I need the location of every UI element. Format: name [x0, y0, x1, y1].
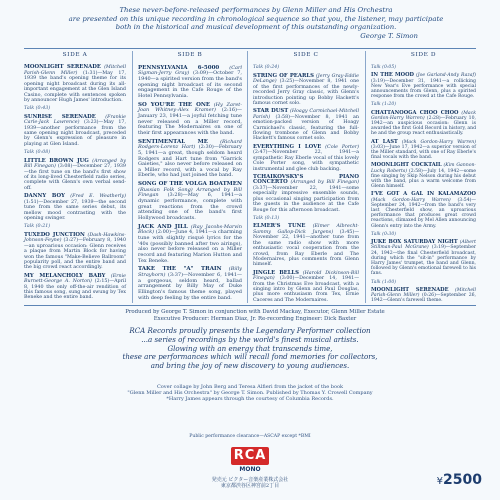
cover-credit-line: Cover collage by John Berg and Teresa Alfieri from the jacket of the book	[156, 384, 344, 390]
track-credit: (Harold Dickinson-Bill Finegan)	[253, 270, 359, 282]
price-tag	[426, 472, 482, 488]
track-note: (3:37)—November 6, 1941—a gorgeous, seldom heard, ballad arrangement by Billy May of Duke Ellington's famous theme song, played with deep feeling by the entire band.	[138, 271, 242, 301]
track-entry	[253, 145, 359, 172]
track-note: (2:30)—February 5, 1941—a great, though seldom heard Rodgers and Hart tune from "Garrick Gaieties," also never before released on a Miller record, with a vocal by Ray Eberle, who had just joined the band.	[138, 144, 242, 179]
track-entry	[371, 192, 476, 228]
track-title: TUXEDO JUNCTION	[24, 231, 85, 238]
track-credit: (Fred E. Weatherly)	[70, 194, 126, 200]
track-note: (3:03)—June 17, 1942—a superior version of the Miller standard, with one of Ray Eberle's final vocals with the band.	[371, 144, 476, 161]
track-credit: (Arranged by Bill Finegan)	[24, 158, 126, 170]
side-c-column	[253, 51, 359, 303]
track-note: (3:37)—November 22, 1941—some especially impressive ensemble sounds, plus occasional singing participation from the guests in the audience at the Cafe Rouge for this afternoon broadcast.	[253, 185, 359, 213]
intro-line: are presented on this unique recording in chronological sequence so that you, the listener, may participate	[68, 14, 444, 23]
track-entry	[138, 182, 242, 222]
track-note: (3:54)—September 24, 1942—from the band's very last Chesterfield show, an uproarious performance that produces great crowd reactions, climaxed by Mel Allen announcing Glenn's entry into the Army.	[371, 197, 477, 229]
track-note: (3:00)—December 14, 1941—from the Christmas Eve broadcast, with a singing intro by Glenn and Paul Douglas, plus more enthusiasm from Tex, Ernie Caceres and The Modernaires.	[253, 276, 359, 303]
track-entry	[253, 175, 359, 213]
track-entry	[24, 274, 126, 301]
column-divider	[247, 51, 248, 303]
track-credit: (Cole Porter)	[325, 144, 359, 150]
track-note: (2:58)—July 14, 1942—some fine singing by Skip Nelson during his debut with the band, plus a warm welcome from Glenn himself.	[371, 168, 476, 190]
track-credit: (Billy Strayhorn)	[138, 266, 242, 278]
talk-segment: Talk (0:24)	[253, 65, 280, 71]
cover-credit-line: "Glenn Miller and His Orchestra" by George T. Simon. Published by Thomas Y. Crowell Company	[127, 390, 373, 397]
track-credit: (Carl Sigman-Jerry Gray)	[138, 64, 242, 77]
track-entry	[138, 267, 242, 301]
track-title: EVERYTHING I LOVE	[253, 143, 322, 150]
clearance-line: Public performance clearance—ASCAP except *BMI	[189, 434, 311, 439]
track-credit: (Ernie Burnett-George A. Norton)	[24, 273, 126, 285]
footer-line: 発売元 ビクター音楽産業株式会社	[211, 477, 289, 483]
credit-line: Executive Producer: Herman Diaz, Jr. Re-recording Engineer: Dick Baxter	[153, 315, 357, 322]
mono-label: MONO	[239, 466, 261, 473]
track-note: (2:00)—June 4, 1941—a charming tune with slightly risqué lyrics for the '40s (possibly banned after two airings), also never before released on a Miller record and featuring Marion Hutton and Tex Beneke.	[138, 229, 242, 264]
track-credit: (Hoagy Carmichael-Mitchell Parish)	[253, 109, 360, 120]
production-credits	[90, 309, 420, 322]
track-title: AT LAST	[371, 138, 398, 145]
cover-credit-line: *Harry James appears through the courtesy of Columbia Records.	[166, 396, 334, 403]
legendary-performer-statement	[44, 327, 456, 371]
divider-top	[24, 48, 476, 49]
track-title: CHATTANOOGA CHOO CHOO	[371, 109, 459, 116]
talk-segment: Talk (0:08)	[24, 150, 51, 156]
track-note: (3:58)—November 8, 1941 an emotion-packed version of Hoagy Carmichael's classic, featuring the full-flowing trombone of Glenn and Bobby Hackett's famous cornet solo.	[253, 114, 359, 142]
talk-segment: Talk (1:20)	[371, 102, 397, 108]
track-credit: (Mack Gordon-Harry Warren)	[401, 139, 476, 145]
track-title: MOONLIGHT SERENADE	[371, 286, 449, 293]
track-entry	[371, 240, 476, 276]
rca-logo: RCA	[231, 447, 269, 465]
track-title: PENNSYLVANIA 6-5000	[138, 64, 220, 71]
cover-credits	[120, 384, 380, 403]
track-entry	[24, 159, 126, 192]
track-credit: (Mitchell Parish-Glenn Miller)	[371, 287, 476, 298]
track-title: SUNRISE SERENADE	[24, 113, 96, 120]
track-credit: (Dash-Hawkins-Johnson-Feyne)	[24, 232, 126, 244]
talk-segment: Talk (0:05)	[371, 65, 397, 71]
divider-middle	[24, 305, 476, 306]
statement-line: these are performances which will recall fond memories for collectors,	[122, 352, 378, 362]
track-title: STAR DUST	[253, 108, 289, 115]
talk-segment: Talk (1:00)	[371, 279, 397, 285]
track-entry	[253, 109, 359, 142]
side-d-column	[371, 51, 476, 303]
track-note: (3:08)—December 27, 1939—the first tune on the band's first show of its long-lived Chesterfield radio series, complete with Glenn's own verbal send-off.	[24, 164, 126, 191]
talk-segment: Talk (0:21)	[24, 224, 51, 230]
track-entry	[24, 115, 126, 148]
side-header: SIDE B	[177, 52, 203, 58]
clearance-note	[110, 434, 390, 440]
track-credit: (Russian Folk Song) Arranged by Bill Finegan	[138, 186, 242, 199]
track-note: (1:51)—December 27, 1939—the second tune from the same series debut, its mellow mood contrasting with the opening swinger.	[24, 199, 126, 221]
column-divider	[365, 51, 366, 303]
track-note: (3:19)—September 24, 1942—the final Chesterfield broadcast, during which the "sit-in" performance by Harry James' trumpet, the band and Glenn, followed by Glenn's emotional farewell to his fans.	[371, 245, 476, 277]
track-title: SONG OF THE VOLGA BOATMEN	[138, 181, 242, 188]
track-entry	[371, 288, 476, 304]
track-note: (3:28)—May 6, 1941—a dynamic performance, complete with great reactions from the crowd attending one of the band's first Hollywood broadcasts.	[138, 192, 242, 222]
track-credit: (Elmer Albrecht-Sammy Gallop-Dick Jurgens)	[253, 224, 360, 235]
track-title: IN THE MOOD	[371, 72, 414, 79]
track-entry	[24, 65, 126, 103]
track-title: I'VE GOT A GAL IN KALAMAZOO	[371, 191, 476, 198]
side-b-column	[138, 51, 242, 303]
intro-text	[48, 6, 464, 40]
statement-line: RCA Records proudly presents the Legendary Performer collection	[129, 326, 371, 335]
track-title: SENTIMENTAL ME	[138, 138, 208, 145]
price-value: 2500	[443, 472, 482, 488]
track-entry	[24, 194, 126, 221]
distributor-footer	[120, 477, 380, 489]
track-credit: (Kim Gannon-Lucky Roberts)	[371, 163, 476, 174]
track-entry	[138, 103, 242, 137]
intro-line: both in the historical and musical development of this outstanding organization.	[115, 23, 397, 32]
track-credit: (Frankie Carle-Jack Lawrence)	[24, 114, 126, 126]
statement-line: Glowing with an energy that transcends time,	[167, 343, 333, 353]
intro-line: These never-before-released performances by Glenn Miller and His Orchestra	[119, 6, 393, 14]
yen-symbol: ¥	[436, 476, 444, 487]
track-credit: (Mack Gordon-Harry Warren)	[371, 197, 451, 203]
track-credit: (Arranged by Bill Finegan)	[290, 180, 359, 186]
column-divider	[132, 51, 133, 303]
track-title: MY MELANCHOLY BABY	[24, 272, 106, 279]
track-note: (3:23)—May 17, 1939—another performance from the same opening night broadcast, preceded by Glenn's expression of pleasure in playing at Glen Island.	[24, 120, 126, 147]
side-a-column	[24, 51, 126, 303]
track-entry	[138, 225, 242, 265]
track-credit: (Mack Gordon-Harry Warren)	[371, 110, 476, 121]
track-entry	[371, 140, 476, 161]
track-note: (3:27)—February 8, 1940—an uproarious occasion: Glenn receives a plaque from Martin Block for having won the famous "Make-Believe Ballroom" popularity poll, and the entire band and the big crowd react accordingly.	[24, 238, 126, 271]
track-entry	[371, 111, 476, 137]
track-title: STRING OF PEARLS	[253, 72, 314, 79]
track-title: JUKE BOX SATURDAY NIGHT	[371, 239, 458, 246]
side-header: SIDE C	[293, 52, 319, 58]
track-credit: (Hy Zaret-Joan Whitney-Alex Kramer)	[138, 101, 243, 114]
track-title: JACK AND JILL	[138, 223, 188, 230]
track-note: (3:45)—November 22, 1941—another tune from the same radio show with more enthusiastic vocal cooperation from the crowd, from Ray Eberle and The Modernaires, plus comments from Glenn himself.	[253, 229, 359, 268]
track-title: LITTLE BROWN JUG	[24, 157, 89, 164]
track-credit: (Joe Garland-Andy Razaf)	[415, 73, 476, 79]
intro-signature: George T. Simon	[360, 31, 418, 40]
track-note: (2:16)—January 23, 1941—a joyful fetching tune never released on a Miller record, featuring The Modernaires on one of their first appearances with the band.	[138, 107, 242, 136]
track-entry	[253, 74, 359, 107]
track-title: TAKE THE "A" TRAIN	[138, 266, 222, 273]
track-credit: (Albert Stillman-Paul McGrane)	[371, 240, 476, 251]
track-credit: (Mitchell Parish-Glenn Miller)	[24, 65, 126, 76]
side-header: SIDE A	[62, 52, 88, 58]
track-entry	[24, 233, 126, 271]
talk-segment: Talk (0:30)	[371, 231, 397, 237]
track-title: DANNY BOY	[24, 193, 65, 200]
track-note: (1:31)—May 17, 1939 the band's opening theme for its opening night broadcast during its all-important engagement at the Glen Island Casino, complete with sentences spoken by announcer Hugh James' introduction.	[24, 70, 127, 103]
statement-line: ...a series of recordings by the world's finest musical artists.	[141, 334, 359, 344]
track-entry	[253, 271, 359, 304]
track-note: (3:25)—November 8, 1941 one of the first performances of the newly-recorded Jerry Gray classic, with Glenn's introduction pointing up Bobby Hackett's famous cornet solo.	[253, 79, 360, 106]
track-note: (2:15)—April 8, 1940 the only off-the-air rendition of this famous song, sung and swung by Tex Beneke and the entire band.	[24, 279, 126, 301]
track-entry	[253, 224, 359, 267]
track-title: ELMER'S TUNE	[253, 223, 306, 230]
track-listing	[24, 51, 476, 303]
track-note: (3:19)—December 31, 1941—a rollicking New Year's Eve performance with special announcements from Glenn, plus a spirited response from the crowd at the Cafe Rouge.	[371, 78, 476, 100]
statement-line: and bring the joy of new discovery to young audiences.	[150, 361, 350, 371]
track-note: (3:09)—October 7, 1940—a spirited version from the band's opening night broadcast of its second engagement in the Cafe Rouge of the Hotel Pennsylvania.	[138, 70, 242, 99]
track-entry	[138, 140, 242, 180]
track-title: SO YOU'RE THE ONE	[138, 101, 211, 108]
track-note: (0:26)—September 26, 1942—Glenn's farewell theme.	[371, 292, 476, 304]
talk-segment: Talk (0:43)	[24, 106, 51, 112]
track-entry	[371, 73, 476, 99]
track-credit: (Richard Rodgers-Lorenz Hart)	[138, 138, 242, 151]
track-note: (2:47)—November 22, 1941—a sympathetic Ray Eberle vocal of this lovely Cole Porter song, with sympathetic instrumental and glee club backing.	[253, 150, 359, 172]
track-title: MOONLIGHT COCKTAIL	[371, 162, 442, 169]
track-note: (2:28)—February 10, 1942—an auspicious occasion: Glenn is awarded the first Gold Record in history, and he and the group react enthusiastically.	[371, 115, 477, 137]
track-entry	[138, 66, 242, 100]
footer-line: 東京都渋谷区神宮前2丁目	[220, 483, 280, 490]
talk-segment: Talk (0:13)	[253, 215, 280, 221]
track-title: JINGLE BELLS	[253, 269, 299, 276]
track-title: MOONLIGHT SERENADE	[24, 64, 101, 71]
credit-line: Produced by George T. Simon in conjunction with David Mackay, Executor, Glenn Miller Estate	[125, 309, 385, 315]
track-credit: (Ray Jacobs-Marvin Block)	[138, 223, 242, 236]
side-header: SIDE D	[410, 52, 437, 58]
track-entry	[371, 163, 476, 189]
track-credit: (Jerry Gray-Eddie DeLange)	[253, 73, 359, 85]
track-title: TCHAIKOVSKY'S PIANO CONCERTO	[253, 174, 359, 186]
